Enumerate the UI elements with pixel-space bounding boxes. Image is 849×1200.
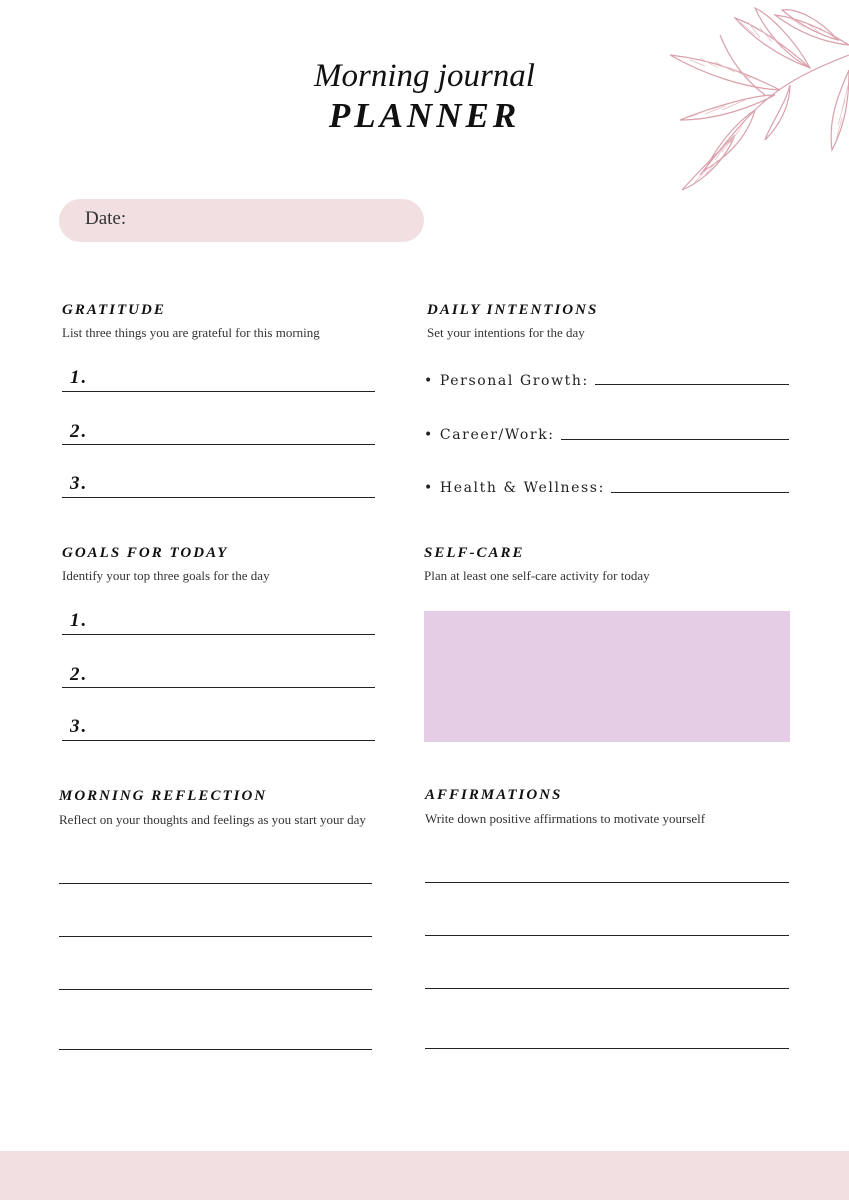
affirmations-heading: AFFIRMATIONS — [425, 787, 563, 803]
intention-line-personal-growth[interactable] — [575, 384, 789, 385]
reflection-line-4[interactable] — [59, 1049, 372, 1050]
intentions-heading: DAILY INTENTIONS — [427, 302, 599, 318]
goals-number-1: 1. — [70, 610, 89, 631]
intention-label-personal-growth: • Personal Growth: — [424, 373, 595, 389]
gratitude-subtitle: List three things you are grateful for this morning — [62, 325, 320, 340]
goals-number-2: 2. — [70, 664, 89, 685]
header-main-title: PLANNER — [328, 96, 521, 135]
intention-label-career-work: • Career/Work: — [424, 427, 561, 443]
reflection-heading: MORNING REFLECTION — [59, 788, 268, 804]
affirmations-subtitle: Write down positive affirmations to motivate yourself — [425, 811, 706, 826]
gratitude-number-3: 3. — [70, 473, 89, 494]
intention-line-health-wellness[interactable] — [587, 492, 789, 493]
affirmation-line-1[interactable] — [425, 882, 789, 883]
intention-label-health-wellness: • Health & Wellness: — [424, 480, 611, 496]
affirmation-line-3[interactable] — [425, 988, 789, 989]
date-label: Date: — [85, 208, 127, 229]
reflection-subtitle: Reflect on your thoughts and feelings as you start your day — [59, 812, 366, 827]
footer-band — [0, 1151, 849, 1200]
affirmation-line-4[interactable] — [425, 1048, 789, 1049]
reflection-line-1[interactable] — [59, 883, 372, 884]
selfcare-heading: SELF-CARE — [424, 545, 525, 561]
goals-line-3[interactable] — [62, 740, 375, 741]
intention-line-career-work[interactable] — [543, 439, 789, 440]
goals-number-3: 3. — [70, 716, 89, 737]
affirmation-line-2[interactable] — [425, 935, 789, 936]
goals-line-1[interactable] — [62, 634, 375, 635]
gratitude-line-2[interactable] — [62, 444, 375, 445]
reflection-line-2[interactable] — [59, 936, 372, 937]
gratitude-number-1: 1. — [70, 367, 89, 388]
selfcare-activity-box[interactable] — [424, 611, 790, 742]
selfcare-subtitle: Plan at least one self-care activity for today — [424, 568, 650, 583]
goals-heading: GOALS FOR TODAY — [62, 545, 229, 561]
goals-subtitle: Identify your top three goals for the day — [62, 568, 270, 583]
gratitude-number-2: 2. — [70, 421, 89, 442]
intentions-subtitle: Set your intentions for the day — [427, 325, 585, 340]
goals-line-2[interactable] — [62, 687, 375, 688]
gratitude-line-1[interactable] — [62, 391, 375, 392]
gratitude-heading: GRATITUDE — [62, 302, 166, 318]
reflection-line-3[interactable] — [59, 989, 372, 990]
gratitude-line-3[interactable] — [62, 497, 375, 498]
date-field[interactable] — [59, 199, 424, 242]
header-script-title: Morning journal — [314, 58, 535, 94]
